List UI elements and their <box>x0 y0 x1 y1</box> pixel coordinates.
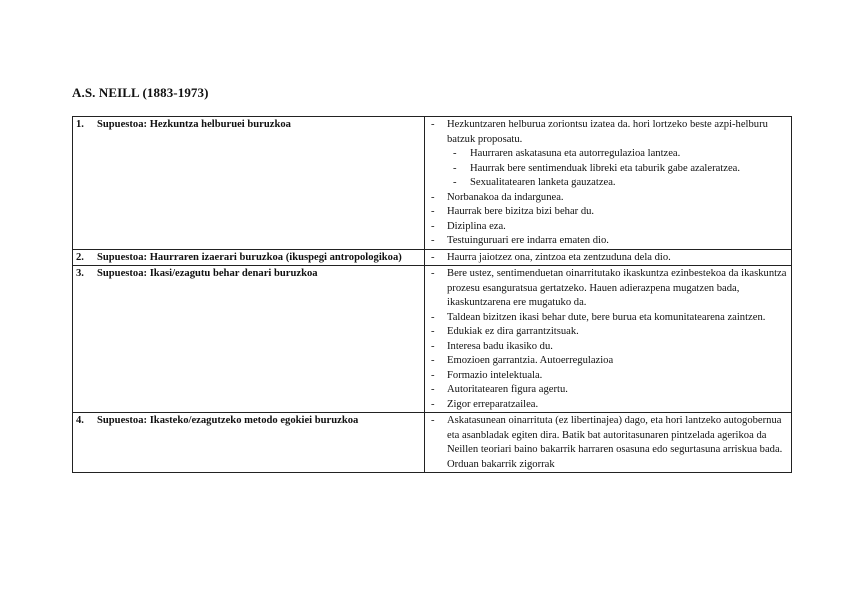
dash-bullet: - <box>431 369 435 381</box>
table-row <box>73 117 792 250</box>
dash-bullet: - <box>431 206 435 217</box>
list-item: - Haurra jaiotzez ona, zintzoa eta zentzuduna dela dio. <box>428 251 788 266</box>
list-item: - Autoritatearen figura agertu. <box>428 383 788 398</box>
dash-bullet: - <box>431 191 435 203</box>
row-heading-cell <box>73 413 425 473</box>
row-content-cell <box>425 266 792 413</box>
list-item: - Edukiak ez dira garrantzitsuak. <box>428 325 788 340</box>
row-heading: Supuestoa: Ikasteko/ezagutzeko metodo egokiei buruzkoa <box>97 415 359 426</box>
list-item: - Emozioen garrantzia. Autoerregulazioa <box>428 354 788 369</box>
list-item: - Norbanakoa da indargunea. <box>428 191 788 206</box>
dash-bullet: - <box>431 355 435 366</box>
dash-bullet: - <box>431 311 435 323</box>
row-content-cell <box>425 413 792 473</box>
dash-bullet: - <box>431 251 435 263</box>
dash-bullet: - <box>431 326 435 337</box>
row-heading-cell <box>73 249 425 266</box>
row-content-cell <box>425 117 792 250</box>
row-number: 4. <box>76 415 84 426</box>
row-heading-cell <box>73 266 425 413</box>
row-number: 1. <box>76 119 84 130</box>
list-item: - Askatasunean oinarrituta (ez libertinajea) dago, eta hori lantzeko autogobernua eta asanbladak egiten dira. Batik bat autoritasunaren pintzelada agerikoa da Neillen teoriari baino bakarrik harraren osasuna edo segurtasuna arriskua bada. Orduan bakarrik zigorrak <box>428 414 788 472</box>
row-heading: Supuestoa: Haurraren izaerari buruzkoa (ikuspegi antropologikoa) <box>97 251 402 263</box>
document-title: A.S. NEILL (1883-1973) <box>72 85 209 100</box>
table-row <box>73 413 792 473</box>
dash-bullet: - <box>431 384 435 395</box>
list-item: - Haurrak bere bizitza bizi behar du. <box>428 205 788 220</box>
dash-bullet: - <box>453 148 457 159</box>
sub-list-item: - Haurraren askatasuna eta autorregulazioa lantzea. <box>447 147 788 162</box>
list-item: - Taldean bizitzen ikasi behar dute, bere burua eta komunitatearena zaintzen. <box>428 311 788 326</box>
row-heading-cell <box>73 117 425 250</box>
row-number: 2. <box>76 251 84 263</box>
dash-bullet: - <box>431 398 435 410</box>
dash-bullet: - <box>431 415 435 426</box>
dash-bullet: - <box>431 220 435 232</box>
row-number: 3. <box>76 268 84 279</box>
table-row <box>73 249 792 266</box>
dash-bullet: - <box>431 268 435 279</box>
list-item: - Diziplina eza. <box>428 220 788 235</box>
dash-bullet: - <box>431 119 435 130</box>
list-item: - Interesa badu ikasiko du. <box>428 340 788 355</box>
dash-bullet: - <box>453 162 457 174</box>
list-item: - Bere ustez, sentimenduetan oinarritutako ikaskuntza ezinbestekoa da ikaskuntza prozesu esanguratsua gertatzeko. Hauen adierazpena mugatzen bada, ikaskuntzarena ere mugatuko da. <box>428 267 788 311</box>
dash-bullet: - <box>431 235 435 246</box>
sub-list-item: - Sexualitatearen lanketa gauzatzea. <box>447 176 788 191</box>
list-item: - Formazio intelektuala. <box>428 369 788 384</box>
table-row <box>73 266 792 413</box>
list-item: - Zigor erreparatzailea. <box>428 398 788 413</box>
row-heading: Supuestoa: Ikasi/ezagutu behar denari buruzkoa <box>97 268 318 279</box>
dash-bullet: - <box>431 340 435 352</box>
row-heading: Supuestoa: Hezkuntza helburuei buruzkoa <box>97 119 291 130</box>
dash-bullet: - <box>453 177 457 188</box>
list-item: - Testuinguruari ere indarra ematen dio. <box>428 234 788 249</box>
assumptions-table <box>72 116 792 473</box>
row-content-cell <box>425 249 792 266</box>
list-item: - Hezkuntzaren helburua zoriontsu izatea da. hori lortzeko beste azpi-helburu batzuk proposatu. <box>428 118 788 147</box>
sub-list-item: - Haurrak bere sentimenduak libreki eta taburik gabe azaleratzea. <box>447 162 788 177</box>
